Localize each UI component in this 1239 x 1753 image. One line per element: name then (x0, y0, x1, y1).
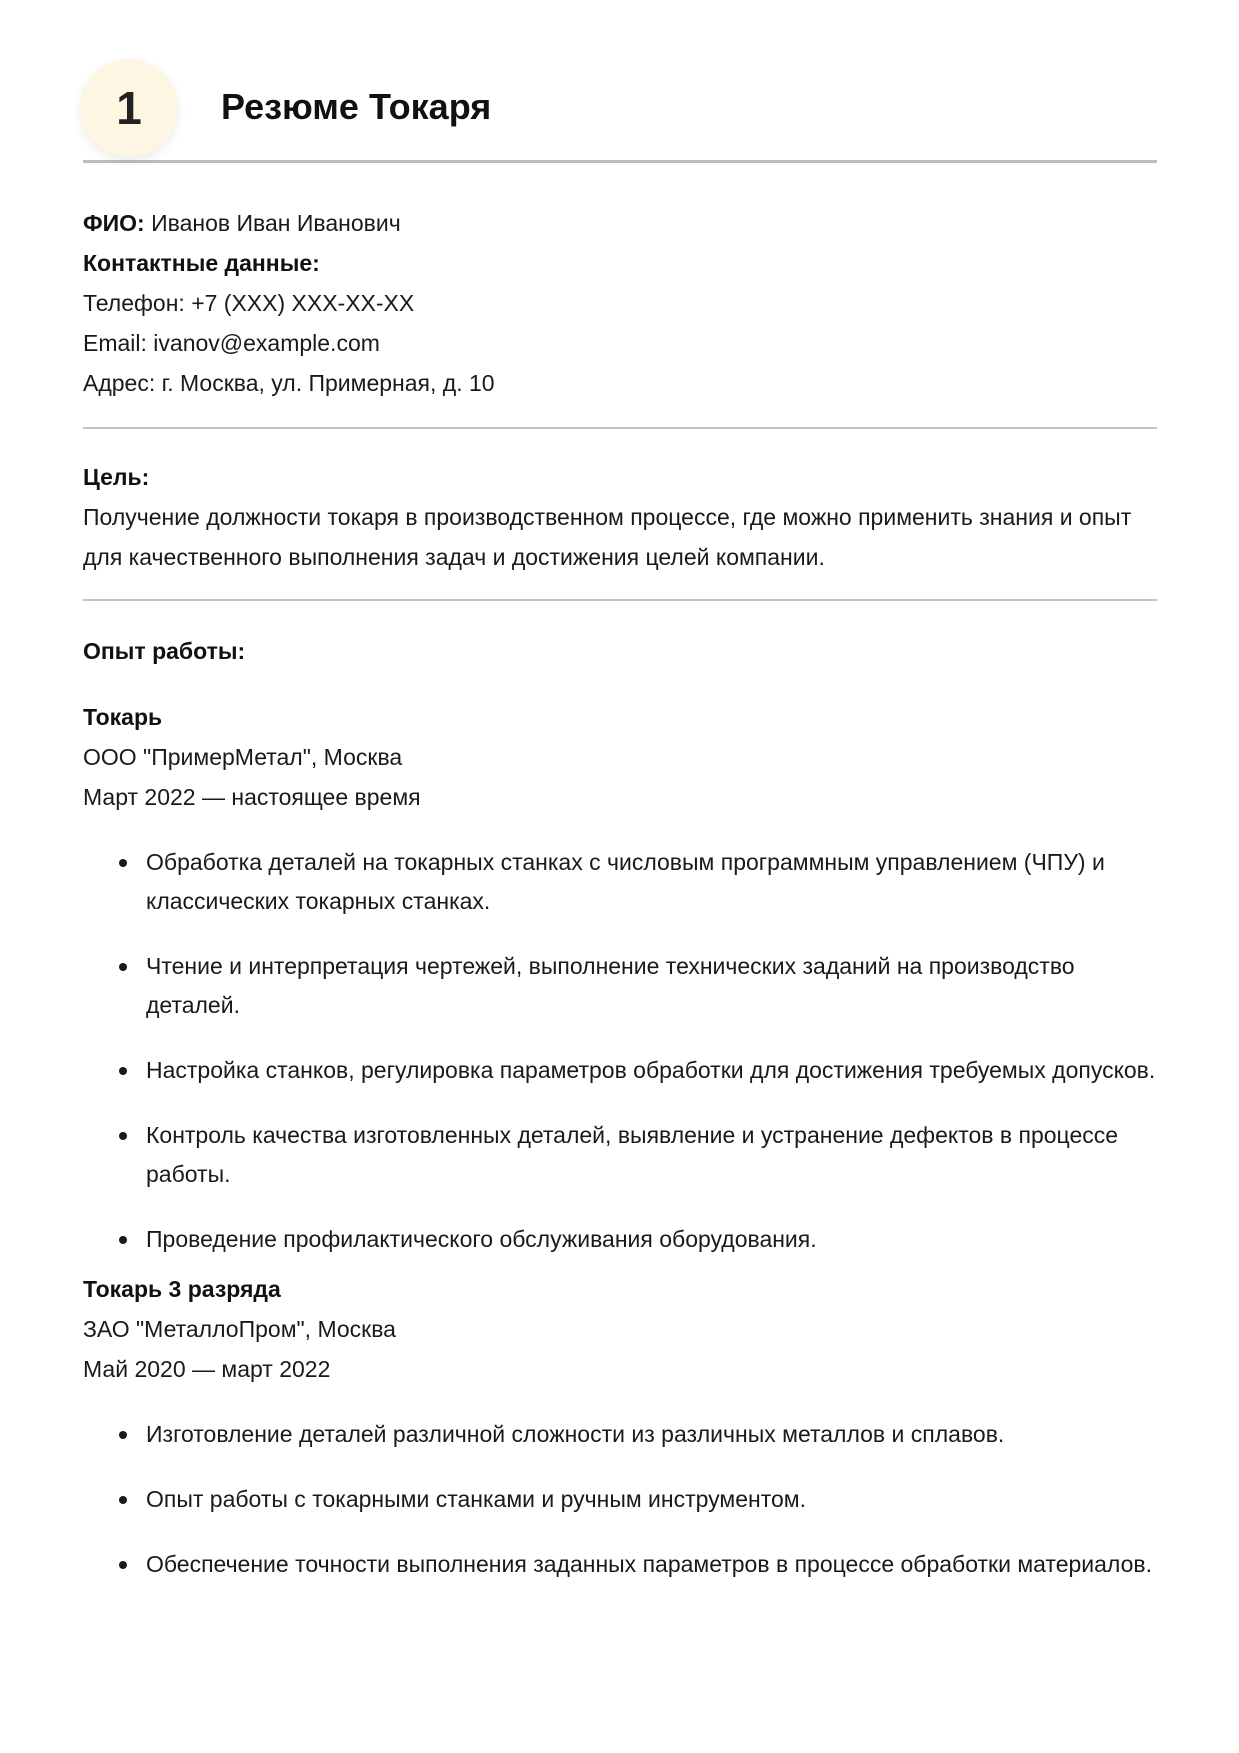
goal-section (83, 457, 1157, 577)
list-item: Обработка деталей на токарных станках с числовым программным управлением (ЧПУ) и классических токарных станках. (146, 843, 1157, 921)
list-item: Чтение и интерпретация чертежей, выполнение технических заданий на производство деталей. (146, 947, 1157, 1025)
phone: Телефон: +7 (XXX) XXX-XX-XX (83, 290, 415, 316)
resume-page (83, 0, 1157, 1610)
page-title: Резюме Токаря (221, 86, 492, 127)
job-entry (83, 697, 1157, 1259)
job-title: Токарь (83, 704, 163, 730)
divider (83, 427, 1157, 429)
job-title: Токарь 3 разряда (83, 1276, 281, 1302)
divider (83, 599, 1157, 601)
section-number-badge: 1 (80, 59, 178, 157)
experience-section (83, 631, 1157, 1584)
address: Адрес: г. Москва, ул. Примерная, д. 10 (83, 370, 495, 396)
goal-label: Цель: (83, 464, 150, 490)
name-value: Иванов Иван Иванович (151, 210, 401, 236)
personal-section (83, 203, 1157, 403)
duties-list (83, 1415, 1157, 1584)
duties-list (83, 843, 1157, 1259)
list-item: Настройка станков, регулировка параметров обработки для достижения требуемых допусков. (146, 1051, 1157, 1090)
list-item: Опыт работы с токарными станками и ручным инструментом. (146, 1480, 1157, 1519)
list-item: Проведение профилактического обслуживания оборудования. (146, 1220, 1157, 1259)
job-company: ООО "ПримерМетал", Москва (83, 744, 403, 770)
contacts-label: Контактные данные: (83, 250, 320, 276)
job-company: ЗАО "МеталлоПром", Москва (83, 1316, 396, 1342)
list-item: Обеспечение точности выполнения заданных параметров в процессе обработки материалов. (146, 1545, 1157, 1584)
experience-label: Опыт работы: (83, 638, 246, 664)
job-period: Март 2022 — настоящее время (83, 784, 421, 810)
job-entry (83, 1269, 1157, 1584)
goal-text: Получение должности токаря в производственном процессе, где можно применить знания и опыт для качественного выполнения задач и достижения целей компании. (83, 504, 1132, 570)
job-period: Май 2020 — март 2022 (83, 1356, 331, 1382)
list-item: Контроль качества изготовленных деталей, выявление и устранение дефектов в процессе работы. (146, 1116, 1157, 1194)
list-item: Изготовление деталей различной сложности из различных металлов и сплавов. (146, 1415, 1157, 1454)
email: Email: ivanov@example.com (83, 330, 380, 356)
resume-header (83, 0, 1157, 163)
name-label: ФИО: (83, 210, 145, 236)
